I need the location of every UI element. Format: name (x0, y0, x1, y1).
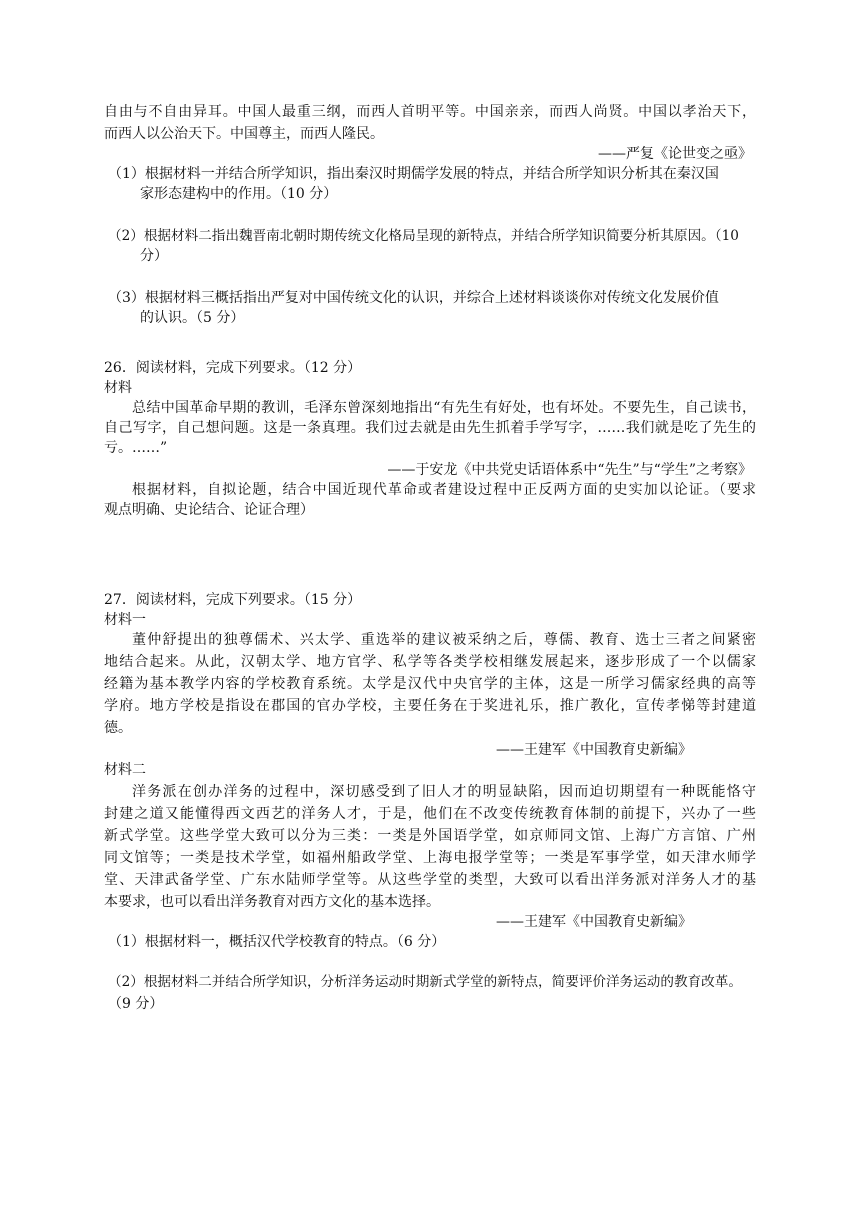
q27-m2-line-6: 本要求，也可以看出洋务教育对西方文化的基本选择。 (104, 894, 440, 910)
q27-m2-line-5: 堂、天津武备学堂、广东水陆师学堂等。从这些学堂的类型，大致可以看出洋务派对洋务人才的基 (104, 872, 756, 888)
q27-m1-line-2: 地结合起来。从此，汉朝太学、地方官学、私学等各类学校相继发展起来，逐步形成了一个以儒家 (104, 654, 756, 670)
q27-material-1-label: 材料一 (104, 612, 146, 628)
q27-m1-line-4: 学府。地方学校是指设在郡国的官办学校，主要任务在于奖进礼乐，推广教化，宣传孝悌等封建道 (104, 698, 756, 714)
q25-sub1-line-2: 家形态建构中的作用。（10 分） (140, 186, 338, 202)
q25-sub2-line-1: （2）根据材料二指出魏晋南北朝时期传统文化格局呈现的新特点，并结合所学知识简要分析其原因。（10 (108, 228, 739, 244)
q27-sub2-line-1: （2）根据材料二并结合所学知识，分析洋务运动时期新式学堂的新特点，简要评价洋务运动的教育改革。 (108, 974, 742, 990)
q27-material-2-label: 材料二 (104, 762, 146, 778)
q26-material-label: 材料 (104, 380, 132, 396)
q27-m2-line-3: 新式学堂。这些学堂大致可以分为三类：一类是外国语学堂，如京师同文馆、上海广方言馆、广州 (104, 828, 756, 844)
q27-heading: 27．阅读材料，完成下列要求。（15 分） (104, 592, 362, 608)
q25-sub1-line-1: （1）根据材料一并结合所学知识，指出秦汉时期儒学发展的特点，并结合所学知识分析其在秦汉国 (108, 166, 719, 182)
q27-sub2-line-2: （9 分） (108, 996, 164, 1012)
intro-line-2: 而西人以公治天下。中国尊主，而西人隆民。 (104, 126, 384, 142)
q26-source: ——于安龙《中共党史话语体系中“先生”与“学生”之考察》 (387, 462, 752, 478)
q26-paragraph-line-3: 亏。……” (104, 440, 168, 456)
q26-paragraph-line-1: 总结中国革命早期的教训，毛泽东曾深刻地指出“有先生有好处，也有坏处。不要先生，自己读书， (132, 400, 756, 416)
q25-sub2-line-2: 分） (140, 248, 168, 264)
q27-sub1: （1）根据材料一，概括汉代学校教育的特点。（6 分） (108, 934, 446, 950)
q27-m2-source: ——王建军《中国教育史新编》 (496, 914, 692, 930)
q26-task-line-2: 观点明确、史论结合、论证合理） (104, 502, 314, 518)
q27-m1-line-5: 德。 (104, 720, 132, 736)
q27-m2-line-1: 洋务派在创办洋务的过程中，深切感受到了旧人才的明显缺陷，因而迫切期望有一种既能恪守 (132, 784, 756, 800)
q25-sub3-line-2: 的认识。（5 分） (140, 310, 245, 326)
q27-m1-source: ——王建军《中国教育史新编》 (496, 742, 692, 758)
intro-line-1: 自由与不自由异耳。中国人最重三纲，而西人首明平等。中国亲亲，而西人尚贤。中国以孝治天下， (104, 104, 756, 120)
q27-m2-line-4: 同文馆等；一类是技术学堂，如福州船政学堂、上海电报学堂等；一类是军事学堂，如天津水师学 (104, 850, 756, 866)
q25-sub3-line-1: （3）根据材料三概括指出严复对中国传统文化的认识，并综合上述材料谈谈你对传统文化发展价值 (108, 290, 719, 306)
q27-m2-line-2: 封建之道又能懂得西文西艺的洋务人才，于是，他们在不改变传统教育体制的前提下，兴办了一些 (104, 806, 756, 822)
q27-m1-line-3: 经籍为基本教学内容的学校教育系统。太学是汉代中央官学的主体，这是一所学习儒家经典的高等 (104, 676, 756, 692)
q26-heading: 26．阅读材料，完成下列要求。（12 分） (104, 360, 362, 376)
q26-paragraph-line-2: 自己写字，自己想问题。这是一条真理。我们过去就是由先生抓着手学写字，……我们就是吃了先生的 (104, 420, 756, 436)
intro-source: ——严复《论世变之亟》 (598, 146, 752, 162)
q26-task-line-1: 根据材料，自拟论题，结合中国近现代革命或者建设过程中正反两方面的史实加以论证。（要求 (132, 482, 756, 498)
q27-m1-line-1: 董仲舒提出的独尊儒术、兴太学、重选举的建议被采纳之后，尊儒、教育、选士三者之间紧密 (132, 632, 756, 648)
